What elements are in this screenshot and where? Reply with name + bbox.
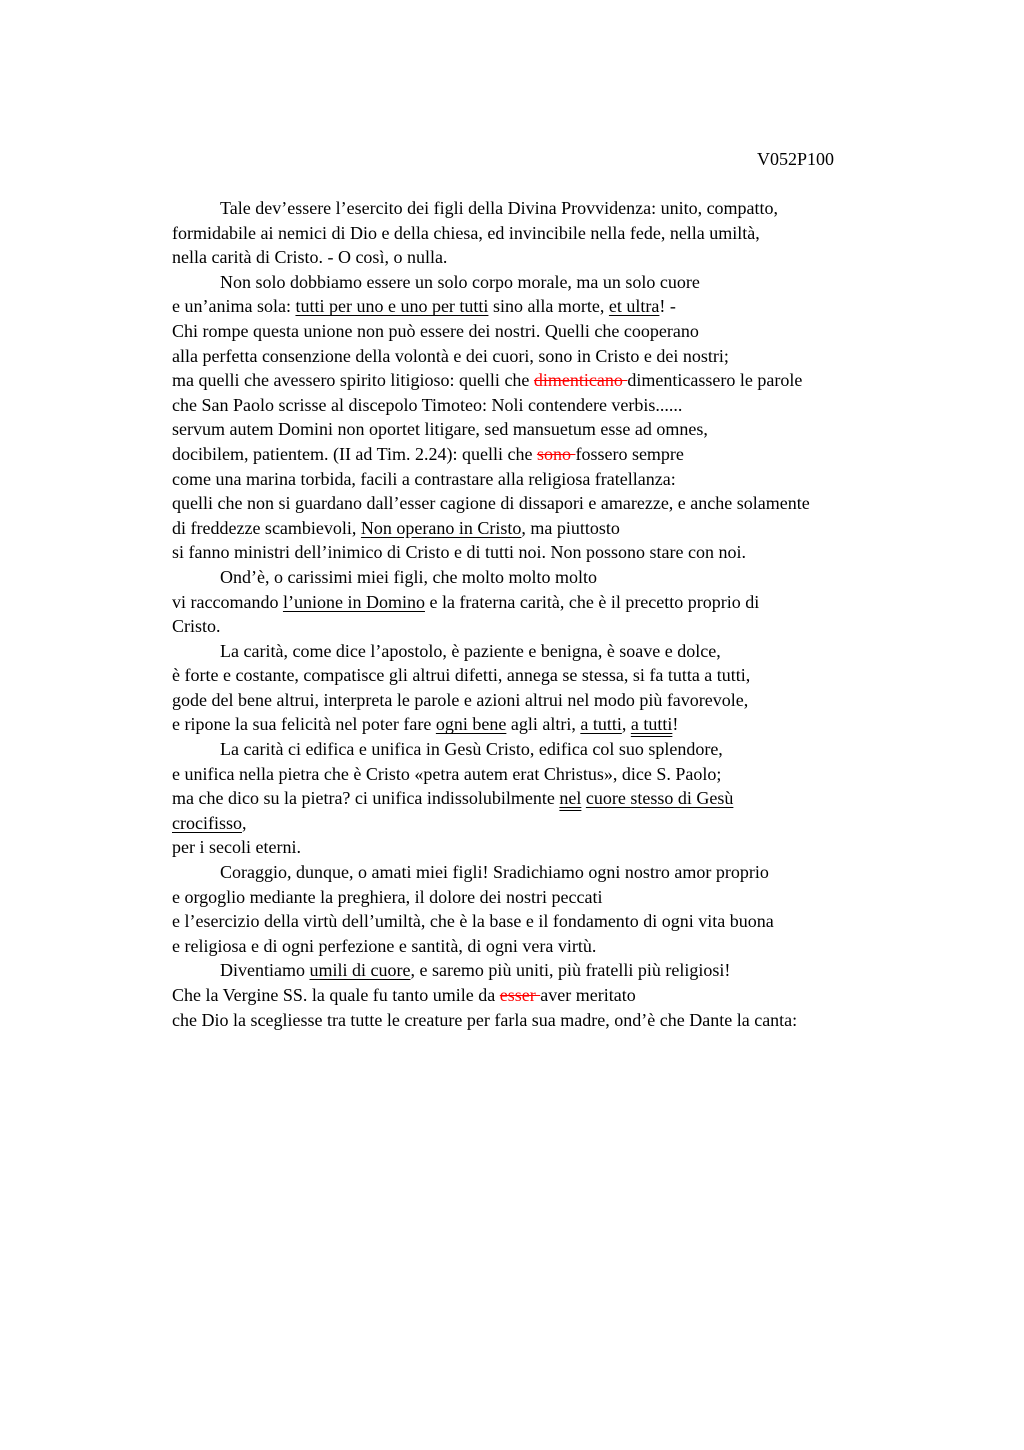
text-segment: nella carità di Cristo. - O così, o nulla. bbox=[172, 247, 448, 268]
text-line bbox=[172, 417, 932, 442]
text-line bbox=[172, 393, 932, 418]
text-segment: ma quelli che avessero spirito litigioso: quelli che bbox=[172, 370, 534, 391]
underlined-text: ogni bene bbox=[435, 714, 507, 735]
text-segment: , e saremo più uniti, più fratelli più religiosi! bbox=[410, 960, 731, 981]
text-line bbox=[172, 811, 932, 836]
text-segment: e un’anima sola: bbox=[172, 296, 296, 317]
text-segment: servum autem Domini non oportet litigare, sed mansuetum esse ad omnes, bbox=[172, 419, 708, 440]
text-line bbox=[172, 221, 932, 246]
deleted-text: sono bbox=[536, 443, 576, 464]
deleted-text: esser bbox=[499, 985, 541, 1005]
text-segment: alla perfetta consenzione della volontà e dei cuori, sono in Cristo e dei nostri; bbox=[172, 345, 729, 366]
text-segment: Ond’è, o carissimi miei figli, che molto molto molto bbox=[220, 566, 597, 587]
double-underlined-text: a tutti bbox=[630, 714, 673, 735]
text-line bbox=[172, 196, 932, 221]
underlined-text: a tutti bbox=[580, 714, 622, 735]
text-segment: La carità ci edifica e unifica in Gesù Cristo, edifica col suo splendore, bbox=[220, 739, 723, 760]
text-segment: come una marina torbida, facili a contrastare alla religiosa fratellanza: bbox=[172, 468, 676, 489]
text-segment: aver meritato bbox=[540, 985, 636, 1005]
underlined-text: l’unione in Domino bbox=[282, 591, 425, 612]
text-segment: , bbox=[621, 714, 631, 735]
text-line bbox=[172, 614, 932, 639]
text-line bbox=[172, 516, 932, 541]
text-line bbox=[172, 565, 932, 590]
text-line bbox=[172, 909, 932, 934]
text-line bbox=[172, 294, 932, 319]
document-code: V052P100 bbox=[757, 149, 835, 169]
deleted-text: dimenticano bbox=[533, 370, 628, 391]
text-segment: si fanno ministri dell’inimico di Cristo e di tutti noi. Non possono stare con noi. bbox=[172, 542, 746, 563]
text-segment: che San Paolo scrisse al discepolo Timoteo: Noli contendere verbis...... bbox=[172, 394, 683, 415]
text-line bbox=[172, 1008, 932, 1033]
text-segment: e unifica nella pietra che è Cristo «petra autem erat Christus», dice S. Paolo; bbox=[172, 763, 722, 784]
text-segment: ma che dico su la pietra? ci unifica indissolubilmente bbox=[172, 788, 560, 809]
underlined-text: cuore stesso di Gesù bbox=[585, 788, 734, 809]
text-line bbox=[172, 540, 932, 565]
text-segment: Cristo. bbox=[172, 616, 221, 637]
text-segment: docibilem, patientem. (II ad Tim. 2.24): quelli che bbox=[172, 443, 537, 464]
underlined-text: et ultra bbox=[608, 296, 660, 317]
text-line bbox=[172, 688, 932, 713]
text-line bbox=[172, 467, 932, 492]
text-segment: Diventiamo bbox=[220, 960, 310, 981]
text-line bbox=[172, 491, 932, 516]
text-line bbox=[172, 737, 932, 762]
text-segment: ! - bbox=[659, 296, 676, 317]
document-body bbox=[172, 196, 932, 1032]
text-line bbox=[172, 319, 932, 344]
text-segment: e l’esercizio della virtù dell’umiltà, che è la base e il fondamento di ogni vita buona bbox=[172, 911, 774, 932]
text-segment: agli altri, bbox=[506, 714, 581, 735]
text-line bbox=[172, 368, 932, 393]
text-segment: , ma piuttosto bbox=[521, 517, 620, 538]
text-segment: gode del bene altrui, interpreta le parole e azioni altrui nel modo più favorevole, bbox=[172, 689, 749, 710]
text-segment: ! bbox=[672, 714, 679, 735]
underlined-text: tutti per uno e uno per tutti bbox=[295, 296, 489, 317]
text-segment: , bbox=[241, 812, 247, 833]
text-segment: Coraggio, dunque, o amati miei figli! Sradichiamo ogni nostro amor proprio bbox=[220, 862, 769, 883]
text-line bbox=[172, 958, 932, 983]
text-segment: e la fraterna carità, che è il precetto proprio di bbox=[424, 591, 760, 612]
text-segment: per i secoli eterni. bbox=[172, 837, 301, 858]
text-segment: Che la Vergine SS. la quale fu tanto umile da bbox=[172, 985, 500, 1005]
text-segment: quelli che non si guardano dall’esser cagione di dissapori e amarezze, e anche solamente bbox=[172, 493, 810, 514]
text-line bbox=[172, 663, 932, 688]
text-line bbox=[172, 344, 932, 369]
text-segment: che Dio la scegliesse tra tutte le creature per farla sua madre, ond’è che Dante la canta: bbox=[172, 1009, 798, 1030]
text-segment: e ripone la sua felicità nel poter fare bbox=[172, 714, 436, 735]
underlined-text: Non operano in Cristo bbox=[360, 517, 522, 538]
text-segment: Chi rompe questa unione non può essere dei nostri. Quelli che cooperano bbox=[172, 320, 699, 341]
text-segment: Tale dev’essere l’esercito dei figli della Divina Provvidenza: unito, compatto, bbox=[220, 198, 779, 218]
text-line bbox=[172, 762, 932, 787]
underlined-text: umili di cuore bbox=[309, 960, 411, 981]
text-line bbox=[172, 835, 932, 860]
text-segment: sino alla morte, bbox=[488, 296, 609, 317]
text-segment: La carità, come dice l’apostolo, è paziente e benigna, è soave e dolce, bbox=[220, 640, 721, 661]
text-segment: formidabile ai nemici di Dio e della chiesa, ed invincibile nella fede, nella umiltà, bbox=[172, 222, 760, 243]
text-line bbox=[172, 885, 932, 910]
underlined-text: crocifisso bbox=[172, 812, 242, 833]
text-segment: di freddezze scambievoli, bbox=[172, 517, 361, 538]
text-line bbox=[172, 934, 932, 959]
text-line bbox=[172, 860, 932, 885]
text-line bbox=[172, 442, 932, 467]
text-line bbox=[172, 245, 932, 270]
text-line bbox=[172, 639, 932, 664]
text-line bbox=[172, 590, 932, 615]
text-segment: vi raccomando bbox=[172, 591, 283, 612]
text-line bbox=[172, 786, 932, 811]
text-segment: è forte e costante, compatisce gli altrui difetti, annega se stessa, si fa tutta a tutti, bbox=[172, 665, 751, 686]
text-segment: fossero sempre bbox=[575, 443, 684, 464]
text-segment: e orgoglio mediante la preghiera, il dolore dei nostri peccati bbox=[172, 886, 603, 907]
text-segment: dimenticassero le parole bbox=[627, 370, 803, 391]
text-line bbox=[172, 983, 932, 1008]
text-segment: Non solo dobbiamo essere un solo corpo morale, ma un solo cuore bbox=[220, 271, 700, 292]
text-line bbox=[172, 712, 932, 737]
text-segment: e religiosa e di ogni perfezione e santità, di ogni vera virtù. bbox=[172, 935, 597, 956]
text-line bbox=[172, 270, 932, 295]
double-underlined-text: nel bbox=[559, 788, 582, 809]
